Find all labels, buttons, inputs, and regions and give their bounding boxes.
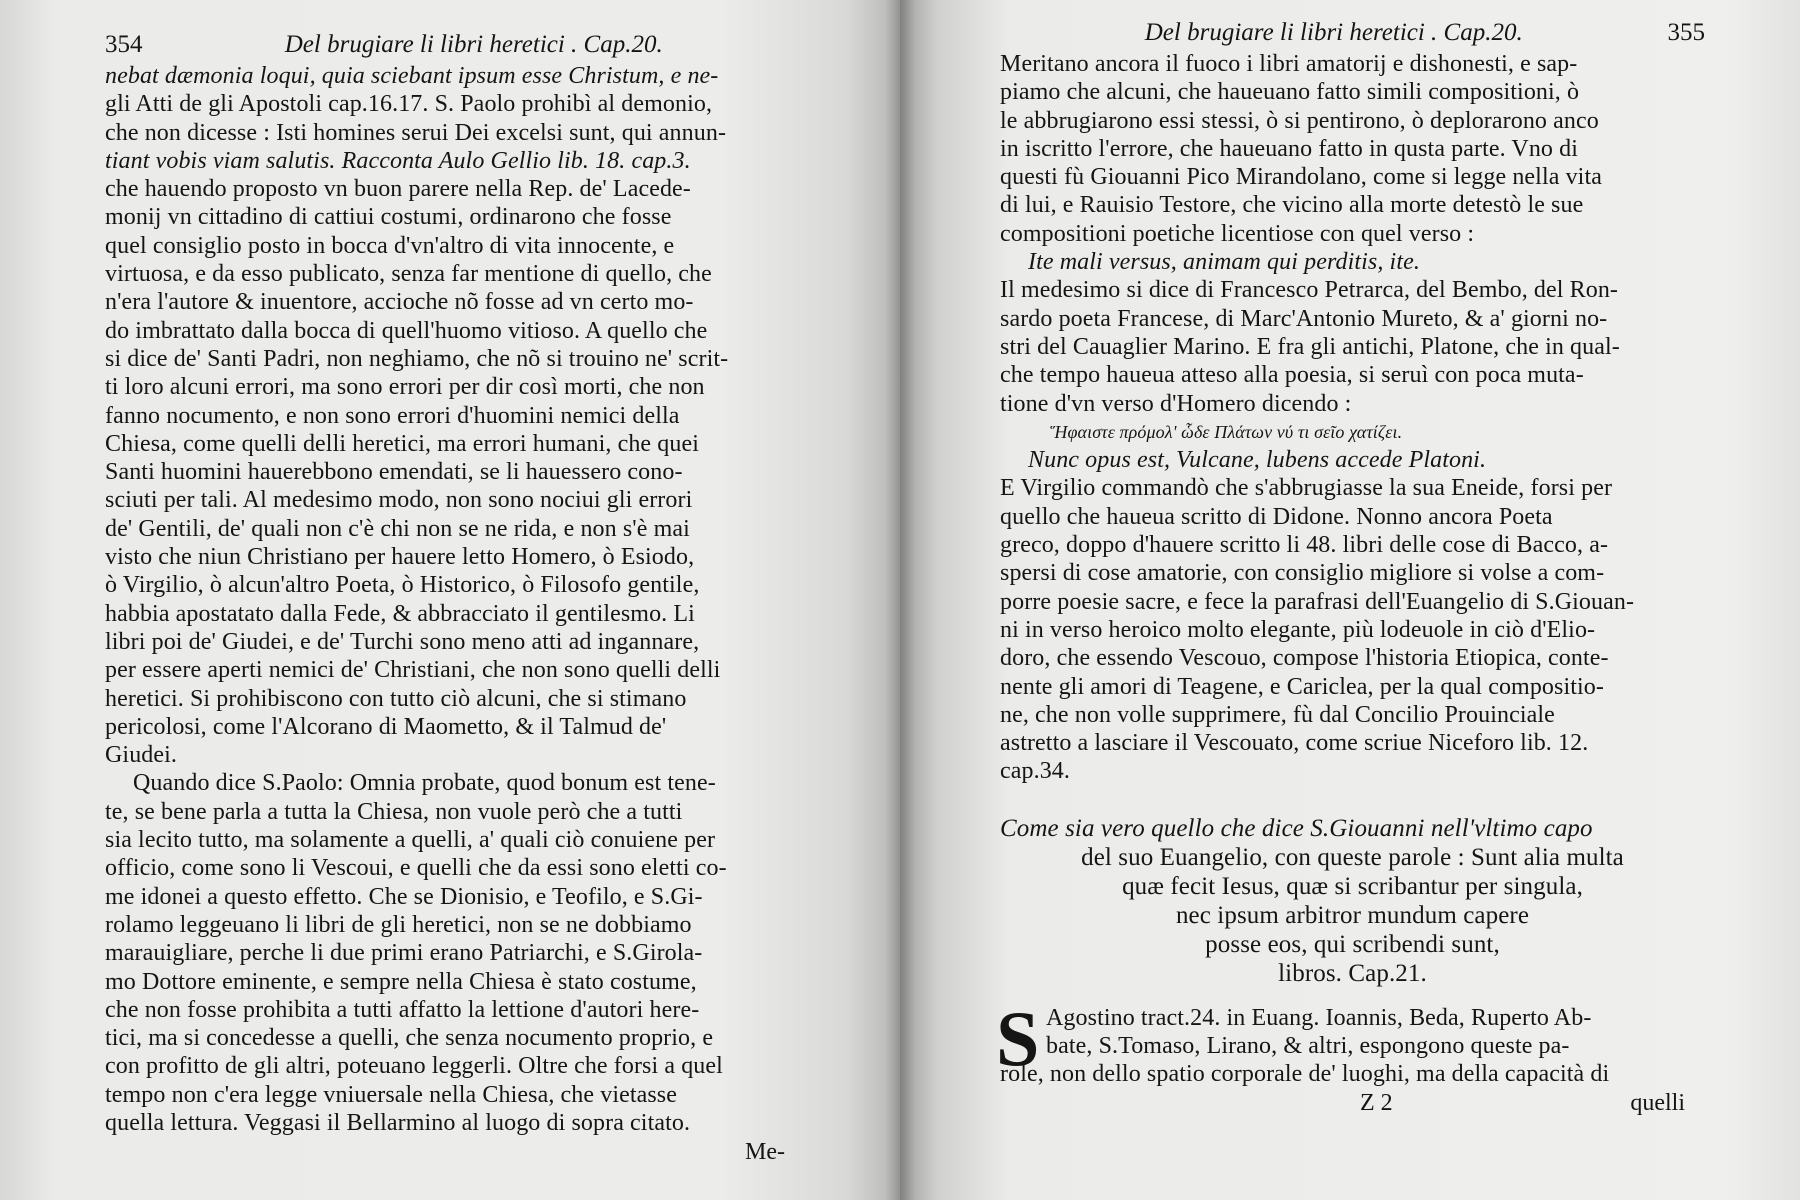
text-line: greco, doppo d'hauere scritto li 48. libri delle cose di Bacco, a-: [1000, 532, 1609, 559]
text-line: visto che niun Christiano per hauere letto Homero, ò Esiodo,: [105, 544, 695, 571]
text-line: fanno nocumento, e non sono errori d'huomini nemici della: [105, 402, 680, 429]
text-line: ni in verso heroico molto elegante, più lodeuole in ciò d'Elio-: [1000, 616, 1596, 643]
right-page: [900, 0, 1800, 1200]
text-line: quella lettura. Veggasi il Bellarmino al luogo di sopra citato.: [105, 1109, 691, 1136]
text-line: habbia apostatato dalla Fede, & abbracciato il gentilesmo. Li: [105, 600, 695, 627]
text-line: astretto a lasciare il Vescouato, come scriue Niceforo lib. 12.: [1000, 730, 1589, 757]
text-line: ò Virgilio, ò alcun'altro Poeta, ò Historico, ò Filosofo gentile,: [105, 572, 700, 599]
text-line: Nunc opus est, Vulcane, lubens accede Platoni.: [1028, 447, 1487, 474]
text-line: Agostino tract.24. in Euang. Ioannis, Beda, Ruperto Ab-: [1046, 1004, 1592, 1031]
text-line: pericolosi, come l'Alcorano di Maometto, & il Talmud de': [105, 713, 667, 740]
text-line: gli Atti de gli Apostoli cap.16.17. S. Paolo prohibì al demonio,: [105, 91, 713, 118]
body-text: [105, 62, 805, 1137]
text-line: che non dicesse : Isti homines serui Dei excelsi sunt, qui annun-: [105, 119, 727, 146]
page-number: 354: [105, 31, 143, 58]
text-line: nebat dæmonia loqui, quia sciebant ipsum esse Christum, e ne-: [105, 63, 719, 89]
text-line: si dice de' Santi Padri, non neghiamo, che nõ si trouino ne' scrit-: [105, 345, 729, 372]
text-line: de' Gentili, de' quali non c'è chi non se ne rida, e non s'è mai: [105, 515, 690, 542]
text-line: heretici. Si prohibiscono con tutto ciò alcuni, che si stimano: [105, 685, 687, 712]
text-line: ne, che non volle supprimere, fù dal Concilio Prouinciale: [1000, 701, 1555, 728]
text-line: in iscritto l'errore, che haueuano fatto in qusta parte. Vno di: [1000, 135, 1578, 162]
text-line: che non fosse prohibita a tutti affatto la lettione d'autori here-: [105, 996, 700, 1023]
text-line: porre poesie sacre, e fece la parafrasi dell'Euangelio di S.Giouan-: [1000, 588, 1635, 615]
text-line: per essere aperti nemici de' Christiani, che non sono quelli delli: [105, 657, 721, 684]
text-line: che tempo haueua atteso alla poesia, si seruì con poca muta-: [1000, 362, 1584, 389]
text-line: Ite mali versus, animam qui perditis, ite.: [1028, 249, 1420, 276]
text-line: Ἥφαιστε πρόμολ' ὧδε Πλάτων νύ τι σεῖο χατίζει.: [1050, 421, 1403, 442]
body-text: [1000, 50, 1705, 786]
text-line: me idonei a questo effetto. Che se Dionisio, e Teofilo, e S.Gi-: [105, 883, 703, 910]
footer: [1000, 1089, 1705, 1117]
text-line: quel consiglio posto in bocca d'vn'altro di vita innocente, e: [105, 232, 675, 259]
chapter-heading: [1000, 814, 1705, 988]
text-line: posse eos, qui scribendi sunt,: [1205, 930, 1500, 958]
text-line: spersi di cose amatorie, con consiglio migliore si volse a com-: [1000, 560, 1605, 587]
text-line: nec ipsum arbitror mundum capere: [1175, 901, 1530, 929]
running-head: [105, 30, 805, 60]
text-line: Meritano ancora il fuoco i libri amatorij e dishonesti, e sap-: [1000, 51, 1578, 77]
page-number: 355: [1667, 19, 1705, 46]
text-line: Come sia vero quello che dice S.Giouanni nell'vltimo capo: [1000, 814, 1593, 842]
text-line: Santi huomini hauerebbono emendati, se li hauessero cono-: [105, 459, 683, 486]
text-line: monij vn cittadino di cattiui costumi, ordinarono che fosse: [105, 204, 672, 231]
text-line: rolamo leggeuano li libri de gli heretici, non se ne dobbiamo: [105, 911, 692, 938]
running-title: Del brugiare li libri heretici . Cap.20.: [284, 31, 663, 58]
text-line: cap.34.: [1000, 758, 1071, 785]
text-line: libri poi de' Giudei, e de' Turchi sono meno atti ad ingannare,: [105, 628, 700, 655]
text-line: sciuti per tali. Al medesimo modo, non sono nociui gli errori: [105, 487, 693, 514]
text-line: mo Dottore eminente, e sempre nella Chiesa è stato costume,: [105, 968, 697, 995]
text-line: tiant vobis viam salutis. Racconta Aulo Gellio lib. 18. cap.3.: [105, 147, 691, 174]
text-line: le abbrugiarono essi stessi, ò si pentirono, ò deplorarono anco: [1000, 107, 1599, 134]
text-line: di lui, e Rauisio Testore, che vicino alla morte detestò le sue: [1000, 192, 1584, 219]
text-line: compositioni poetiche licentiose con quel verso :: [1000, 220, 1475, 247]
text-line: officio, come sono li Vescoui, e quelli che da essi sono eletti co-: [105, 855, 727, 882]
text-line: del suo Euangelio, con queste parole : Sunt alia multa: [1081, 843, 1624, 871]
text-line: te, se bene parla a tutta la Chiesa, non vuole però che a tutti: [105, 798, 683, 825]
text-line: tione d'vn verso d'Homero dicendo :: [1000, 390, 1352, 417]
text-line: sia lecito tutto, ma solamente a quelli, a' quali ciò conuiene per: [105, 827, 716, 854]
text-line: E Virgilio commandò che s'abbrugiasse la sua Eneide, forsi per: [1000, 475, 1613, 502]
text-line: doro, che essendo Vescouo, compose l'historia Etiopica, conte-: [1000, 645, 1609, 672]
text-line: n'era l'autore & inuentore, accioche nõ fosse ad vn certo mo-: [105, 289, 694, 316]
text-line: ti loro alcuni errori, ma sono errori per dir così morti, che non: [105, 374, 705, 401]
text-line: libros. Cap.21.: [1278, 959, 1427, 987]
text-line: tempo non c'era legge vniuersale nella Chiesa, che vietasse: [105, 1081, 677, 1108]
text-line: tici, ma si concedesse a quelli, che senza nocumento proprio, e: [105, 1025, 714, 1052]
text-line: che hauendo proposto vn buon parere nella Rep. de' Lacede-: [105, 176, 691, 203]
text-line: Giudei.: [105, 742, 178, 769]
catchword: quelli: [1630, 1089, 1685, 1116]
chapter-opening: [996, 994, 1705, 1089]
text-line: quæ fecit Iesus, quæ si scribantur per singula,: [1122, 872, 1583, 900]
signature-mark: Z 2: [1360, 1089, 1393, 1116]
text-line: con profitto de gli altri, poteuano leggerli. Oltre che forsi a quel: [105, 1053, 723, 1080]
text-line: marauigliare, perche li due primi erano Patriarchi, e S.Girola-: [105, 940, 703, 967]
catchword: Me-: [745, 1139, 785, 1166]
text-line: piamo che alcuni, che haueuano fatto simili compositioni, ò: [1000, 79, 1580, 106]
text-line: virtuosa, e da esso publicato, senza far mentione di quello, che: [105, 261, 712, 288]
running-title: Del brugiare li libri heretici . Cap.20.: [1144, 19, 1523, 46]
text-line: Quando dice S.Paolo: Omnia probate, quod bonum est tene-: [133, 770, 716, 797]
text-line: questi fù Giouanni Pico Mirandolano, come si legge nella vita: [1000, 164, 1602, 191]
text-line: sardo poeta Francese, di Marc'Antonio Mureto, & a' giorni no-: [1000, 305, 1608, 332]
running-head: [1000, 18, 1705, 48]
chapter-body-text: [1000, 1004, 1705, 1089]
text-line: Chiesa, come quelli delli heretici, ma errori humani, che quei: [105, 430, 699, 457]
drop-capital: S: [996, 994, 1040, 1082]
text-line: quello che haueua scritto di Didone. Nonno ancora Poeta: [1000, 503, 1553, 530]
text-line: role, non dello spatio corporale de' luoghi, ma della capacità di: [1000, 1061, 1610, 1088]
text-line: nente gli amori di Teagene, e Cariclea, per la qual compositio-: [1000, 673, 1604, 700]
text-line: do imbrattato dalla bocca di quell'huomo vitioso. A quello che: [105, 317, 708, 344]
text-line: stri del Cauaglier Marino. E fra gli antichi, Platone, che in qual-: [1000, 333, 1620, 360]
text-line: bate, S.Tomaso, Lirano, & altri, espongono queste pa-: [1046, 1033, 1570, 1060]
text-line: Il medesimo si dice di Francesco Petrarca, del Bembo, del Ron-: [1000, 277, 1619, 304]
